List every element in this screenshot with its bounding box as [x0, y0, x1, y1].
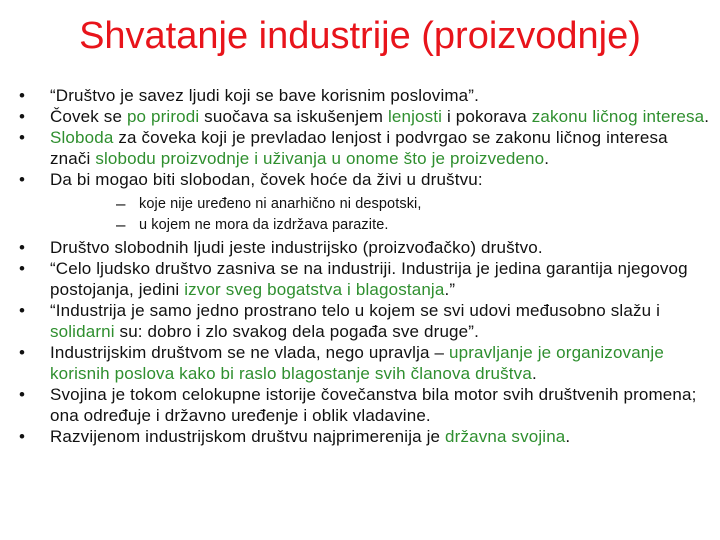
slide-content: [0, 85, 712, 447]
bullet-list: [0, 85, 712, 447]
sub-bullet-marker: –: [116, 214, 126, 234]
bullet-text: Da bi mogao biti slobodan, čovek hoće da živi u društvu:: [50, 170, 483, 189]
bullet-marker: •: [19, 385, 26, 404]
bullet-marker: •: [19, 128, 26, 147]
bullet-item: [0, 127, 712, 169]
sub-bullet-item: [50, 215, 712, 236]
bullet-text: i pokorava: [442, 107, 532, 126]
bullet-item: [0, 237, 712, 258]
bullet-text: “Industrija je samo jedno prostrano telo u kojem se svi udovi međusobno slažu i: [50, 301, 660, 320]
sub-bullet-marker: –: [116, 194, 126, 213]
bullet-item: [0, 384, 712, 426]
bullet-text: suočava sa iskušenjem: [199, 107, 388, 126]
bullet-text: za čoveka koji je prevladao lenjost i podvrgao se zakonu ličnog interesa znači: [50, 128, 668, 168]
sub-bullet-text: koje nije uređeno ni anarhično ni despotski,: [139, 196, 422, 212]
bullet-marker: •: [19, 301, 26, 320]
highlighted-text: lenjosti: [387, 107, 443, 126]
bullet-text: “Društvo je savez ljudi koji se bave korisnim poslovima”.: [50, 86, 479, 105]
bullet-item: [0, 300, 712, 342]
bullet-item: [0, 258, 712, 300]
bullet-item: [0, 85, 712, 106]
bullet-text: Svojina je tokom celokupne istorije čovečanstva bila motor svih društvenih promena; ona određuje i državno uređenje i oblik vladavine.: [50, 385, 697, 425]
slide-title: Shvatanje industrije (proizvodnje): [79, 15, 641, 57]
bullet-marker: •: [19, 427, 26, 446]
highlighted-text: izvor sveg bogatstva i blagostanja: [184, 280, 445, 299]
bullet-item: [0, 106, 712, 127]
bullet-text: su: dobro i zlo svakog dela pogađa sve druge”.: [114, 322, 479, 341]
highlighted-text: Sloboda: [50, 128, 114, 147]
bullet-text: .: [704, 107, 710, 126]
bullet-text: Razvijenom industrijskom društvu najprimerenija je: [50, 427, 446, 446]
bullet-marker: •: [19, 259, 26, 278]
bullet-marker: •: [19, 170, 26, 189]
bullet-text: .: [544, 149, 550, 168]
bullet-text: “Celo ljudsko društvo zasniva se na industriji. Industrija je jedina garantija njegovog postojanja, jedini: [50, 259, 688, 299]
highlighted-text: po prirodi: [126, 107, 200, 126]
bullet-marker: •: [19, 343, 26, 362]
bullet-text: Čovek se: [50, 107, 127, 126]
bullet-text: Industrijskim društvom se ne vlada, nego upravlja –: [50, 343, 449, 362]
highlighted-text: solidarni: [50, 322, 115, 341]
bullet-text: Društvo slobodnih ljudi jeste industrijsko (proizvođačko) društvo.: [50, 238, 543, 257]
bullet-text: .”: [444, 280, 456, 299]
highlighted-text: upravljanje je organizovanje korisnih poslova kako bi raslo blagostanje svih članova društva: [50, 343, 664, 383]
bullet-marker: •: [19, 238, 26, 257]
bullet-text: .: [565, 427, 571, 446]
bullet-item: [0, 342, 712, 384]
highlighted-text: državna svojina: [445, 427, 566, 446]
bullet-marker: •: [19, 107, 26, 126]
sub-bullet-text: u kojem ne mora da izdržava parazite.: [139, 216, 389, 233]
bullet-text: .: [531, 364, 537, 383]
highlighted-text: zakonu ličnog interesa: [531, 107, 705, 126]
highlighted-text: slobodu proizvodnje i uživanja u onome što je proizvedeno: [95, 149, 545, 168]
sub-bullet-item: [50, 194, 712, 215]
bullet-marker: •: [19, 86, 26, 105]
bullet-item: [0, 426, 712, 447]
bullet-item: [0, 169, 712, 235]
sub-bullet-list: [50, 194, 712, 235]
